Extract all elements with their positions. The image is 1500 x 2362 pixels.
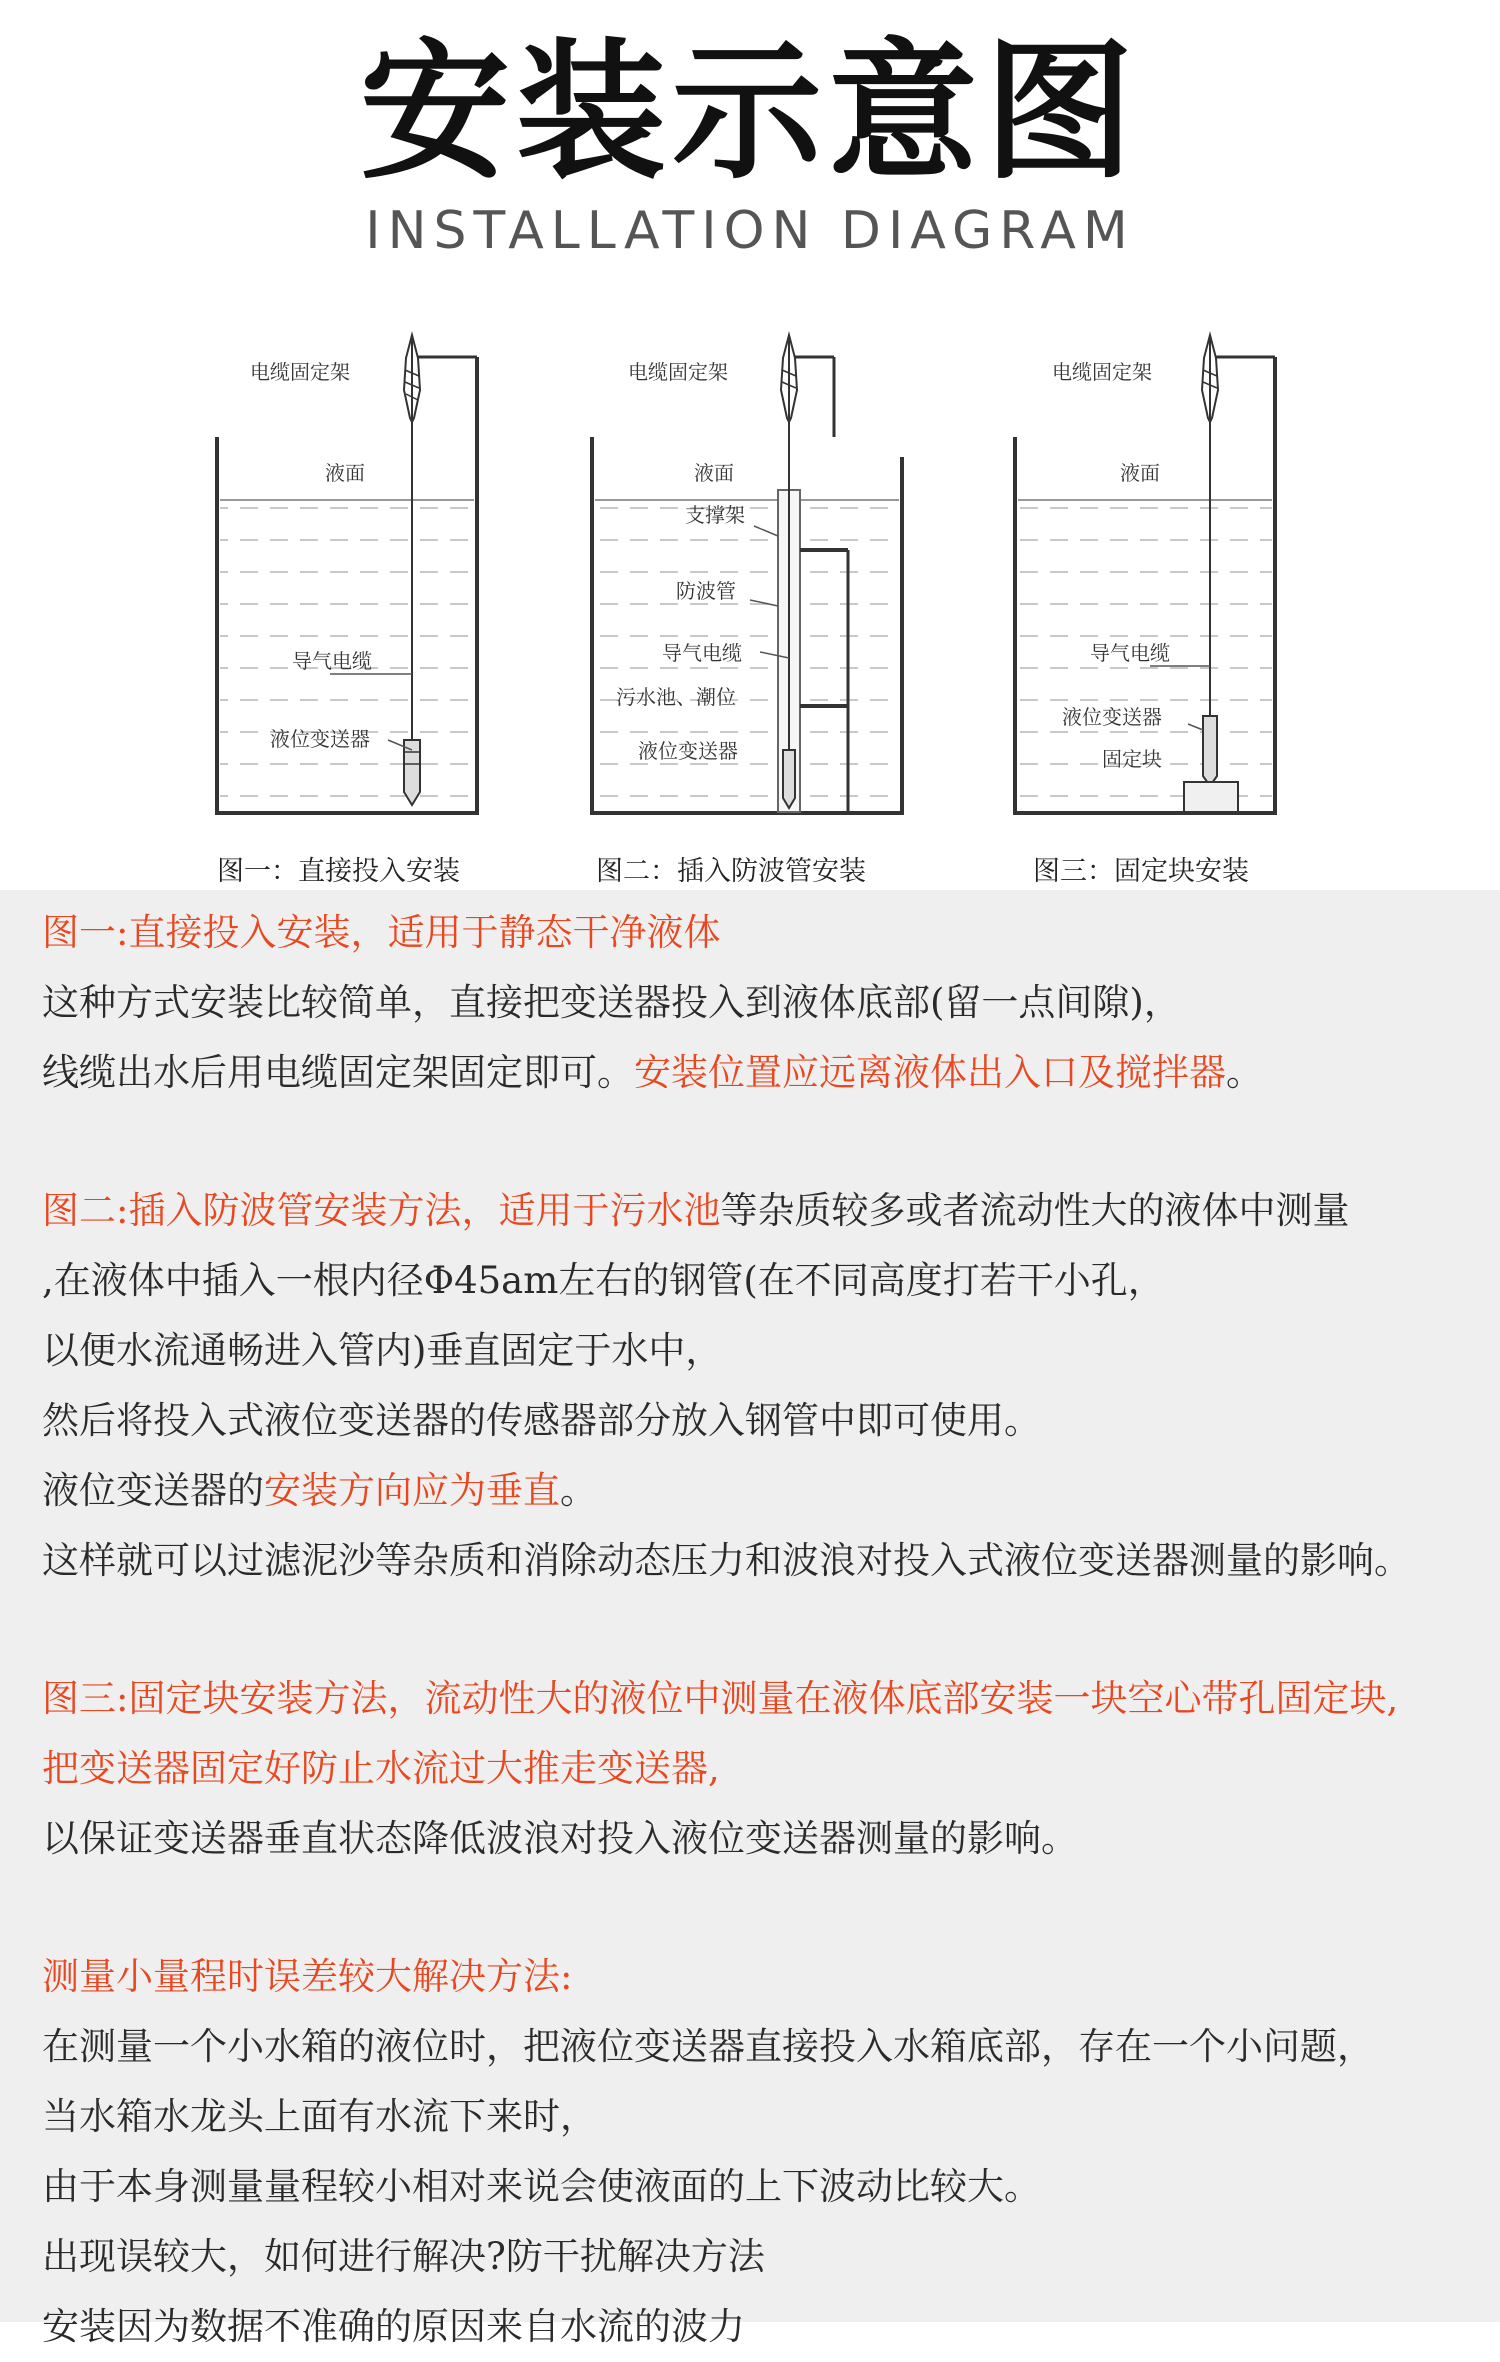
body-text: 等杂质较多或者流动性大的液体中测量	[720, 1189, 1350, 1232]
fig3-label-transmitter: 液位变送器	[1062, 705, 1162, 729]
installation-diagram	[0, 300, 1500, 890]
body-text: ,在液体中插入一根内径Φ45am左右的钢管(在不同高度打若干小孔，	[42, 1259, 1165, 1302]
text-line	[42, 2152, 1492, 2222]
figure-2	[592, 335, 902, 887]
text-line	[42, 1316, 1492, 1386]
text-line	[42, 1804, 1492, 1874]
text-line	[42, 1526, 1492, 1596]
fig1-label-transmitter: 液位变送器	[270, 727, 370, 751]
figure-3	[1015, 335, 1275, 887]
body-text: 以保证变送器垂直状态降低波浪对投入液位变送器测量的影响。	[42, 1817, 1078, 1860]
body-text: 这种方式安装比较简单，直接把变送器投入到液体底部(留一点间隙)，	[42, 981, 1181, 1024]
section-wave-pipe-install	[42, 1176, 1492, 1596]
fig1-label-cable-bracket: 电缆固定架	[250, 360, 350, 384]
body-text: 。	[560, 1469, 597, 1512]
text-line	[42, 2012, 1492, 2082]
body-text: 安装因为数据不准确的原因来自水流的波力	[42, 2305, 745, 2348]
text-line	[42, 898, 1492, 968]
body-text: 这样就可以过滤泥沙等杂质和消除动态压力和波浪对投入式液位变送器测量的影响。	[42, 1539, 1411, 1582]
highlight-text: 测量小量程时误差较大解决方法:	[42, 1955, 573, 1998]
section-small-range-solution	[42, 1942, 1492, 2362]
highlight-text: 把变送器固定好防止水流过大推走变送器,	[42, 1747, 720, 1790]
text-line	[42, 2292, 1492, 2362]
text-line	[42, 1456, 1492, 1526]
fig2-label-transmitter: 液位变送器	[638, 739, 738, 763]
fig3-caption: 图三：固定块安装	[1033, 856, 1249, 887]
text-line	[42, 1734, 1492, 1804]
section-fixed-block-install	[42, 1664, 1492, 1874]
body-text: 。	[1226, 1051, 1263, 1094]
fig3-label-cable: 导气电缆	[1090, 641, 1170, 665]
fig3-label-liquid-surface: 液面	[1120, 461, 1160, 485]
text-line	[42, 1386, 1492, 1456]
fig2-label-liquid-surface: 液面	[694, 461, 734, 485]
fig3-label-cable-bracket: 电缆固定架	[1052, 360, 1152, 384]
text-line	[42, 1038, 1492, 1108]
text-line	[42, 968, 1492, 1038]
figure-1	[217, 335, 477, 887]
page-title: 安装示意图	[359, 26, 1140, 200]
header	[0, 0, 1500, 890]
fig2-label-wave-pipe: 防波管	[676, 579, 736, 603]
text-line	[42, 2222, 1492, 2292]
body-text: 然后将投入式液位变送器的传感器部分放入钢管中即可使用。	[42, 1399, 1041, 1442]
fig2-label-cable: 导气电缆	[662, 641, 742, 665]
fig1-label-cable: 导气电缆	[292, 649, 372, 673]
body-text: 出现误较大，如何进行解决?防干扰解决方法	[42, 2235, 765, 2278]
highlight-text: 安装位置应远离液体出入口及搅拌器	[634, 1051, 1226, 1094]
fig1-caption: 图一：直接投入安装	[217, 856, 460, 887]
text-line	[42, 1246, 1492, 1316]
highlight-text: 安装方向应为垂直	[264, 1469, 560, 1512]
fig3-label-fixed-block: 固定块	[1102, 747, 1162, 771]
body-text: 在测量一个小水箱的液位时，把液位变送器直接投入水箱底部，存在一个小问题，	[42, 2025, 1374, 2068]
body-text: 当水箱水龙头上面有水流下来时，	[42, 2095, 597, 2138]
fig2-label-cable-bracket: 电缆固定架	[628, 360, 728, 384]
highlight-text: 图三:固定块安装方法，流动性大的液位中测量在液体底部安装一块空心带孔固定块,	[42, 1677, 1399, 1720]
body-text: 线缆出水后用电缆固定架固定即可。	[42, 1051, 634, 1094]
fig1-label-liquid-surface: 液面	[325, 461, 365, 485]
text-line	[42, 1176, 1492, 1246]
text-line	[42, 1664, 1492, 1734]
instructions-body	[0, 890, 1500, 2348]
highlight-text: 图一:直接投入安装，适用于静态干净液体	[42, 911, 721, 954]
body-text: 以便水流通畅进入管内)垂直固定于水中，	[42, 1329, 723, 1372]
body-text: 由于本身测量量程较小相对来说会使液面的上下波动比较大。	[42, 2165, 1041, 2208]
fig2-caption: 图二：插入防波管安装	[596, 856, 866, 887]
page-subtitle: INSTALLATION DIAGRAM	[365, 201, 1135, 261]
fig2-label-sewage: 污水池、潮位	[616, 685, 736, 709]
text-line	[42, 1942, 1492, 2012]
fig2-label-support: 支撑架	[685, 503, 745, 527]
section-direct-install	[42, 898, 1492, 1108]
highlight-text: 图二:插入防波管安装方法，适用于污水池	[42, 1189, 721, 1232]
text-line	[42, 2082, 1492, 2152]
body-text: 液位变送器的	[42, 1469, 264, 1512]
